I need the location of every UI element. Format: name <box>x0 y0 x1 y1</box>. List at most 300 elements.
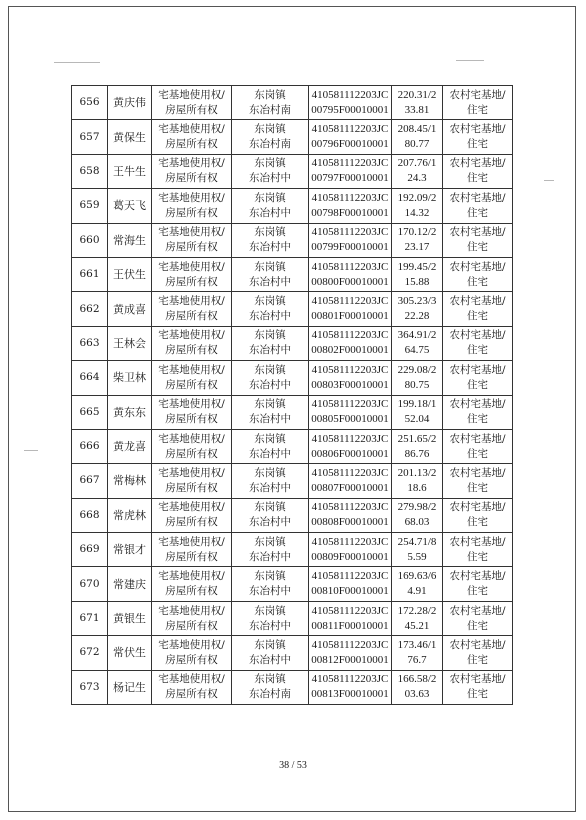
unit-code-cell-line: 00810F00010001 <box>311 585 389 598</box>
seq-cell-line: 660 <box>79 233 100 246</box>
seq-cell-line: 656 <box>79 96 100 109</box>
location-cell-line: 东冶村中 <box>249 172 291 185</box>
area-cell-line: 23.17 <box>404 241 430 254</box>
right-type-cell-line: 宅基地使用权/ <box>158 88 225 101</box>
use-cell-line: 农村宅基地/ <box>449 638 506 651</box>
right-type-cell-line: 宅基地使用权/ <box>158 535 225 548</box>
right-type-cell-line: 宅基地使用权/ <box>158 604 225 617</box>
unit-code-cell <box>309 86 392 120</box>
area-cell-line: 305.23/3 <box>397 295 437 308</box>
area-cell-line: 22.28 <box>404 310 430 323</box>
use-cell <box>443 361 513 395</box>
table-row <box>72 464 513 498</box>
use-cell-line: 农村宅基地/ <box>449 191 506 204</box>
owner-name-cell <box>108 670 152 704</box>
use-cell-line: 住宅 <box>467 481 488 494</box>
right-type-cell-line: 房屋所有权 <box>165 378 218 391</box>
right-type-cell-line: 宅基地使用权/ <box>158 432 225 445</box>
right-type-cell <box>152 120 232 154</box>
seq-cell-line: 667 <box>79 474 100 487</box>
unit-code-cell <box>309 498 392 532</box>
table-row <box>72 326 513 360</box>
seq-cell-line: 670 <box>79 577 100 590</box>
unit-code-cell-line: 410581112203JC <box>311 260 389 273</box>
unit-code-cell <box>309 636 392 670</box>
seq-cell <box>72 257 108 291</box>
seq-cell <box>72 601 108 635</box>
area-cell-line: 279.98/2 <box>397 501 437 514</box>
right-type-cell <box>152 257 232 291</box>
right-type-cell <box>152 189 232 223</box>
use-cell-line: 农村宅基地/ <box>449 570 506 583</box>
unit-code-cell <box>309 326 392 360</box>
owner-name-cell <box>108 567 152 601</box>
unit-code-cell-line: 410581112203JC <box>311 535 389 548</box>
right-type-cell-line: 宅基地使用权/ <box>158 466 225 479</box>
location-cell <box>232 361 309 395</box>
use-cell <box>443 567 513 601</box>
area-cell <box>392 154 443 188</box>
owner-name-cell <box>108 601 152 635</box>
owner-name-cell-line: 黄东东 <box>113 405 146 419</box>
right-type-cell <box>152 670 232 704</box>
unit-code-cell-line: 410581112203JC <box>311 398 389 411</box>
unit-code-cell-line: 00806F00010001 <box>311 447 389 460</box>
right-type-cell-line: 宅基地使用权/ <box>158 673 225 686</box>
use-cell-line: 农村宅基地/ <box>449 260 506 273</box>
owner-name-cell-line: 常梅林 <box>113 474 146 488</box>
area-cell-line: 24.3 <box>407 172 427 185</box>
area-cell-line: 251.65/2 <box>397 432 437 445</box>
area-cell-line: 76.7 <box>407 653 427 666</box>
use-cell <box>443 601 513 635</box>
unit-code-cell-line: 410581112203JC <box>311 501 389 514</box>
seq-cell-line: 661 <box>79 268 100 281</box>
table-row <box>72 395 513 429</box>
unit-code-cell-line: 410581112203JC <box>311 329 389 342</box>
location-cell-line: 东冶村中 <box>249 516 291 529</box>
unit-code-cell-line: 410581112203JC <box>311 123 389 136</box>
area-cell-line: 207.76/1 <box>397 157 437 170</box>
owner-name-cell <box>108 292 152 326</box>
use-cell <box>443 223 513 257</box>
area-cell-line: 5.59 <box>407 550 427 563</box>
location-cell-line: 东岗镇 <box>254 260 286 273</box>
seq-cell-line: 658 <box>79 164 100 177</box>
location-cell-line: 东冶村中 <box>249 378 291 391</box>
owner-name-cell <box>108 223 152 257</box>
table-row <box>72 498 513 532</box>
location-cell-line: 东岗镇 <box>254 466 286 479</box>
table-row <box>72 257 513 291</box>
scan-mark-right <box>544 180 554 181</box>
owner-name-cell <box>108 636 152 670</box>
unit-code-cell-line: 00797F00010001 <box>311 172 389 185</box>
right-type-cell-line: 房屋所有权 <box>165 550 218 563</box>
use-cell-line: 农村宅基地/ <box>449 535 506 548</box>
unit-code-cell <box>309 601 392 635</box>
right-type-cell-line: 房屋所有权 <box>165 172 218 185</box>
area-cell-line: 220.31/2 <box>397 88 437 101</box>
unit-code-cell-line: 00808F00010001 <box>311 516 389 529</box>
right-type-cell-line: 房屋所有权 <box>165 310 218 323</box>
owner-name-cell-line: 常海生 <box>113 233 146 247</box>
scan-mark-left <box>24 450 38 451</box>
records-body <box>72 86 513 705</box>
right-type-cell-line: 宅基地使用权/ <box>158 226 225 239</box>
unit-code-cell-line: 410581112203JC <box>311 363 389 376</box>
location-cell-line: 东冶村中 <box>249 206 291 219</box>
use-cell-line: 住宅 <box>467 138 488 151</box>
owner-name-cell <box>108 395 152 429</box>
unit-code-cell-line: 00809F00010001 <box>311 550 389 563</box>
use-cell <box>443 120 513 154</box>
unit-code-cell <box>309 533 392 567</box>
use-cell <box>443 292 513 326</box>
owner-name-cell <box>108 429 152 463</box>
use-cell <box>443 154 513 188</box>
use-cell-line: 农村宅基地/ <box>449 501 506 514</box>
use-cell-line: 农村宅基地/ <box>449 432 506 445</box>
unit-code-cell <box>309 567 392 601</box>
area-cell <box>392 395 443 429</box>
owner-name-cell-line: 王牛生 <box>113 164 146 178</box>
area-cell-line: 68.03 <box>404 516 430 529</box>
unit-code-cell <box>309 154 392 188</box>
right-type-cell-line: 宅基地使用权/ <box>158 501 225 514</box>
right-type-cell-line: 房屋所有权 <box>165 413 218 426</box>
right-type-cell <box>152 429 232 463</box>
unit-code-cell-line: 410581112203JC <box>311 604 389 617</box>
unit-code-cell <box>309 361 392 395</box>
location-cell-line: 东岗镇 <box>254 88 286 101</box>
location-cell <box>232 601 309 635</box>
right-type-cell <box>152 154 232 188</box>
area-cell <box>392 533 443 567</box>
area-cell-line: 18.6 <box>407 481 427 494</box>
seq-cell-line: 665 <box>79 405 100 418</box>
unit-code-cell-line: 00802F00010001 <box>311 344 389 357</box>
use-cell <box>443 464 513 498</box>
use-cell-line: 农村宅基地/ <box>449 363 506 376</box>
location-cell-line: 东岗镇 <box>254 570 286 583</box>
use-cell <box>443 326 513 360</box>
use-cell-line: 住宅 <box>467 550 488 563</box>
location-cell <box>232 429 309 463</box>
use-cell-line: 住宅 <box>467 206 488 219</box>
table-row <box>72 567 513 601</box>
location-cell-line: 东岗镇 <box>254 673 286 686</box>
area-cell <box>392 636 443 670</box>
use-cell-line: 农村宅基地/ <box>449 466 506 479</box>
location-cell-line: 东岗镇 <box>254 398 286 411</box>
location-cell-line: 东冶村中 <box>249 447 291 460</box>
owner-name-cell <box>108 498 152 532</box>
seq-cell-line: 666 <box>79 440 100 453</box>
area-cell <box>392 464 443 498</box>
area-cell-line: 169.63/6 <box>397 570 437 583</box>
seq-cell-line: 668 <box>79 508 100 521</box>
right-type-cell-line: 宅基地使用权/ <box>158 191 225 204</box>
location-cell <box>232 223 309 257</box>
table-row <box>72 154 513 188</box>
use-cell <box>443 670 513 704</box>
right-type-cell-line: 房屋所有权 <box>165 516 218 529</box>
table-row <box>72 636 513 670</box>
seq-cell <box>72 498 108 532</box>
right-type-cell-line: 房屋所有权 <box>165 688 218 701</box>
location-cell <box>232 189 309 223</box>
location-cell <box>232 395 309 429</box>
use-cell <box>443 429 513 463</box>
area-cell <box>392 292 443 326</box>
right-type-cell-line: 房屋所有权 <box>165 585 218 598</box>
area-cell-line: 4.91 <box>407 585 427 598</box>
right-type-cell <box>152 567 232 601</box>
owner-name-cell-line: 常虎林 <box>113 508 146 522</box>
owner-name-cell-line: 黄龙喜 <box>113 440 146 454</box>
right-type-cell <box>152 601 232 635</box>
unit-code-cell-line: 410581112203JC <box>311 466 389 479</box>
location-cell <box>232 326 309 360</box>
location-cell-line: 东冶村中 <box>249 413 291 426</box>
area-cell-line: 229.08/2 <box>397 363 437 376</box>
owner-name-cell-line: 黄成喜 <box>113 302 146 316</box>
unit-code-cell-line: 00799F00010001 <box>311 241 389 254</box>
location-cell-line: 东冶村中 <box>249 275 291 288</box>
use-cell-line: 住宅 <box>467 378 488 391</box>
area-cell-line: 254.71/8 <box>397 535 437 548</box>
location-cell-line: 东岗镇 <box>254 123 286 136</box>
use-cell-line: 住宅 <box>467 344 488 357</box>
seq-cell-line: 659 <box>79 199 100 212</box>
area-cell <box>392 361 443 395</box>
area-cell-line: 03.63 <box>404 688 430 701</box>
right-type-cell-line: 宅基地使用权/ <box>158 295 225 308</box>
right-type-cell-line: 宅基地使用权/ <box>158 123 225 136</box>
use-cell-line: 农村宅基地/ <box>449 123 506 136</box>
location-cell-line: 东冶村中 <box>249 344 291 357</box>
owner-name-cell <box>108 189 152 223</box>
right-type-cell-line: 宅基地使用权/ <box>158 638 225 651</box>
use-cell-line: 住宅 <box>467 585 488 598</box>
seq-cell-line: 657 <box>79 130 100 143</box>
table-row <box>72 533 513 567</box>
seq-cell-line: 672 <box>79 646 100 659</box>
seq-cell <box>72 361 108 395</box>
use-cell <box>443 257 513 291</box>
use-cell-line: 农村宅基地/ <box>449 673 506 686</box>
unit-code-cell-line: 00805F00010001 <box>311 413 389 426</box>
seq-cell <box>72 670 108 704</box>
unit-code-cell-line: 410581112203JC <box>311 570 389 583</box>
seq-cell-line: 669 <box>79 543 100 556</box>
location-cell <box>232 292 309 326</box>
owner-name-cell-line: 王林会 <box>113 336 146 350</box>
use-cell-line: 住宅 <box>467 275 488 288</box>
right-type-cell <box>152 464 232 498</box>
area-cell-line: 45.21 <box>404 619 430 632</box>
unit-code-cell <box>309 670 392 704</box>
area-cell-line: 170.12/2 <box>397 226 437 239</box>
right-type-cell-line: 宅基地使用权/ <box>158 260 225 273</box>
owner-name-cell-line: 黄庆伟 <box>113 96 146 110</box>
seq-cell-line: 662 <box>79 302 100 315</box>
seq-cell <box>72 533 108 567</box>
owner-name-cell-line: 常建庆 <box>113 577 146 591</box>
use-cell <box>443 533 513 567</box>
area-cell-line: 173.46/1 <box>397 638 437 651</box>
owner-name-cell-line: 黄银生 <box>113 612 146 626</box>
use-cell-line: 农村宅基地/ <box>449 329 506 342</box>
area-cell <box>392 86 443 120</box>
area-cell <box>392 670 443 704</box>
area-cell-line: 80.75 <box>404 378 430 391</box>
seq-cell <box>72 429 108 463</box>
use-cell-line: 住宅 <box>467 310 488 323</box>
area-cell-line: 14.32 <box>404 206 430 219</box>
use-cell <box>443 636 513 670</box>
owner-name-cell-line: 葛天飞 <box>113 199 146 213</box>
area-cell-line: 33.81 <box>404 103 430 116</box>
area-cell <box>392 567 443 601</box>
unit-code-cell <box>309 223 392 257</box>
location-cell <box>232 257 309 291</box>
unit-code-cell-line: 00801F00010001 <box>311 310 389 323</box>
unit-code-cell-line: 00807F00010001 <box>311 481 389 494</box>
use-cell-line: 住宅 <box>467 619 488 632</box>
seq-cell <box>72 567 108 601</box>
seq-cell-line: 671 <box>79 612 100 625</box>
use-cell <box>443 86 513 120</box>
scan-mark-top-left <box>54 62 100 63</box>
right-type-cell-line: 宅基地使用权/ <box>158 398 225 411</box>
location-cell-line: 东冶村中 <box>249 481 291 494</box>
unit-code-cell <box>309 257 392 291</box>
seq-cell <box>72 189 108 223</box>
location-cell <box>232 567 309 601</box>
owner-name-cell-line: 常银才 <box>113 543 146 557</box>
table-row <box>72 429 513 463</box>
seq-cell <box>72 464 108 498</box>
right-type-cell-line: 房屋所有权 <box>165 481 218 494</box>
location-cell <box>232 670 309 704</box>
unit-code-cell-line: 410581112203JC <box>311 157 389 170</box>
area-cell-line: 192.09/2 <box>397 191 437 204</box>
location-cell-line: 东岗镇 <box>254 363 286 376</box>
seq-cell <box>72 636 108 670</box>
use-cell-line: 农村宅基地/ <box>449 295 506 308</box>
owner-name-cell <box>108 120 152 154</box>
right-type-cell-line: 宅基地使用权/ <box>158 157 225 170</box>
unit-code-cell-line: 00795F00010001 <box>311 103 389 116</box>
table-row <box>72 670 513 704</box>
right-type-cell-line: 房屋所有权 <box>165 206 218 219</box>
unit-code-cell-line: 410581112203JC <box>311 226 389 239</box>
table-row <box>72 120 513 154</box>
right-type-cell <box>152 361 232 395</box>
location-cell <box>232 86 309 120</box>
seq-cell-line: 673 <box>79 680 100 693</box>
right-type-cell <box>152 223 232 257</box>
seq-cell <box>72 223 108 257</box>
use-cell-line: 住宅 <box>467 653 488 666</box>
area-cell-line: 208.45/1 <box>397 123 437 136</box>
right-type-cell-line: 房屋所有权 <box>165 103 218 116</box>
location-cell <box>232 154 309 188</box>
area-cell-line: 166.58/2 <box>397 673 437 686</box>
unit-code-cell-line: 410581112203JC <box>311 638 389 651</box>
location-cell-line: 东岗镇 <box>254 604 286 617</box>
location-cell-line: 东岗镇 <box>254 157 286 170</box>
right-type-cell-line: 宅基地使用权/ <box>158 329 225 342</box>
table-row <box>72 189 513 223</box>
location-cell-line: 东冶村中 <box>249 585 291 598</box>
area-cell <box>392 120 443 154</box>
owner-name-cell <box>108 86 152 120</box>
area-cell-line: 199.18/1 <box>397 398 437 411</box>
unit-code-cell-line: 00813F00010001 <box>311 688 389 701</box>
use-cell-line: 住宅 <box>467 413 488 426</box>
table-row <box>72 86 513 120</box>
right-type-cell-line: 房屋所有权 <box>165 447 218 460</box>
owner-name-cell-line: 黄保生 <box>113 130 146 144</box>
table-row <box>72 223 513 257</box>
unit-code-cell-line: 410581112203JC <box>311 295 389 308</box>
owner-name-cell <box>108 361 152 395</box>
area-cell-line: 199.45/2 <box>397 260 437 273</box>
area-cell <box>392 257 443 291</box>
location-cell-line: 东岗镇 <box>254 535 286 548</box>
use-cell-line: 住宅 <box>467 688 488 701</box>
use-cell <box>443 395 513 429</box>
use-cell-line: 农村宅基地/ <box>449 88 506 101</box>
owner-name-cell <box>108 326 152 360</box>
seq-cell <box>72 292 108 326</box>
right-type-cell-line: 房屋所有权 <box>165 241 218 254</box>
owner-name-cell-line: 柴卫林 <box>113 371 146 385</box>
location-cell <box>232 533 309 567</box>
unit-code-cell <box>309 189 392 223</box>
page-number: 38 / 53 <box>279 760 307 771</box>
owner-name-cell <box>108 464 152 498</box>
seq-cell <box>72 120 108 154</box>
area-cell-line: 15.88 <box>404 275 430 288</box>
right-type-cell <box>152 533 232 567</box>
location-cell-line: 东岗镇 <box>254 501 286 514</box>
location-cell <box>232 120 309 154</box>
right-type-cell-line: 宅基地使用权/ <box>158 570 225 583</box>
unit-code-cell-line: 00800F00010001 <box>311 275 389 288</box>
table-row <box>72 292 513 326</box>
location-cell-line: 东冶村中 <box>249 310 291 323</box>
unit-code-cell <box>309 120 392 154</box>
right-type-cell-line: 房屋所有权 <box>165 653 218 666</box>
right-type-cell <box>152 86 232 120</box>
scan-mark-top-right <box>456 60 484 61</box>
right-type-cell-line: 房屋所有权 <box>165 344 218 357</box>
area-cell-line: 172.28/2 <box>397 604 437 617</box>
seq-cell-line: 664 <box>79 371 100 384</box>
right-type-cell <box>152 636 232 670</box>
unit-code-cell-line: 00796F00010001 <box>311 138 389 151</box>
owner-name-cell-line: 杨记生 <box>113 680 146 694</box>
seq-cell <box>72 86 108 120</box>
location-cell-line: 东冶村南 <box>249 688 291 701</box>
location-cell-line: 东岗镇 <box>254 226 286 239</box>
area-cell-line: 86.76 <box>404 447 430 460</box>
right-type-cell-line: 房屋所有权 <box>165 619 218 632</box>
